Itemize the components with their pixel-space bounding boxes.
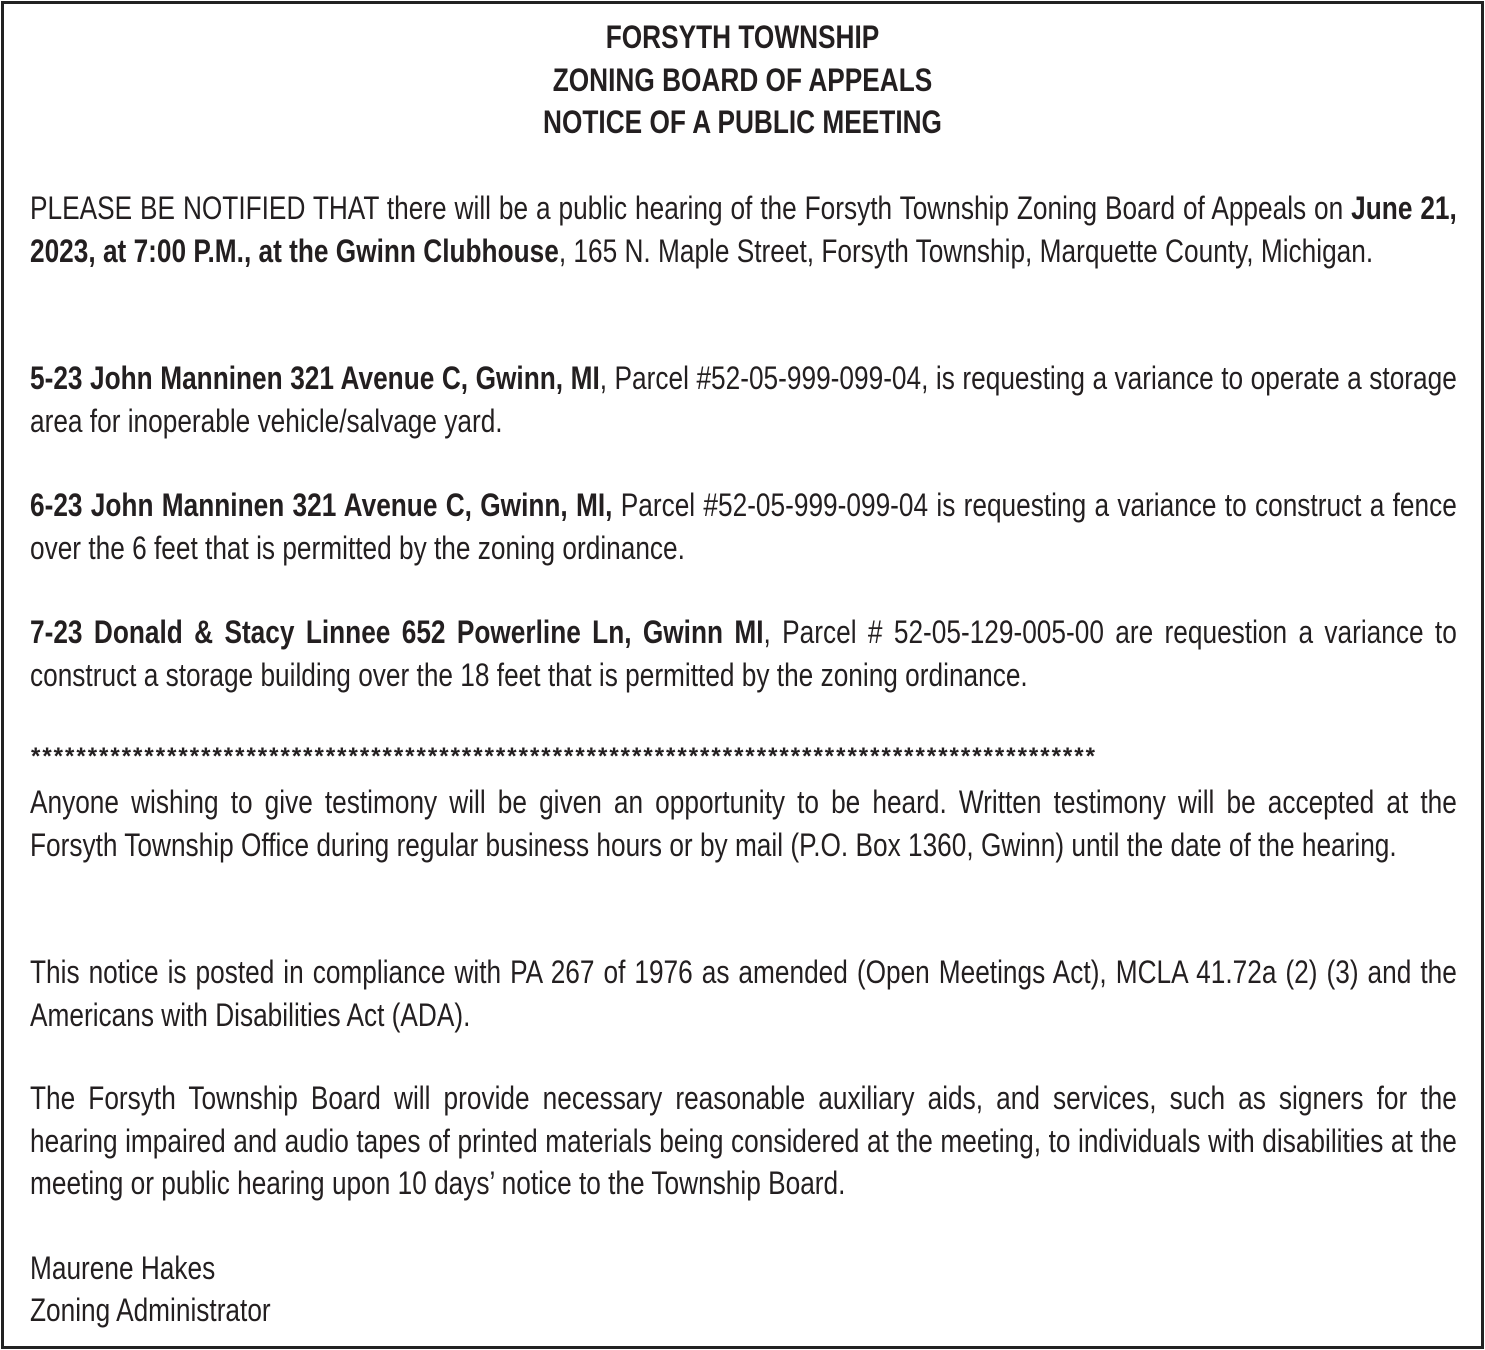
separator-line: ********************************************************************************************** [31,743,1097,770]
case-5-23 [30,357,1457,442]
signature-name: Maurene Hakes [30,1250,216,1286]
testimony-paragraph: Anyone wishing to give testimony will be given an opportunity to be heard. Written testimony will be accepted at the Forsyth Township Office during regular business hours or by mail (P.O. Box 1360, Gwinn) until the date of the hearing. [30,784,1457,863]
notice-title-line-1: FORSYTH TOWNSHIP [605,19,880,55]
case-heading: 6-23 John Manninen 321 Avenue C, Gwinn, MI, [30,487,613,523]
case-description: , Parcel #52-05-999-099-04, is requesting a variance to operate a storage area for inoperable vehicle/salvage yard. [30,360,1457,439]
case-description: Parcel #52-05-999-099-04 is requesting a variance to construct a fence over the 6 feet that is permitted by the zoning ordinance. [30,487,1457,566]
case-heading: 7-23 Donald & Stacy Linnee 652 Powerline Ln, Gwinn MI [30,614,764,650]
accessibility-paragraph: The Forsyth Township Board will provide necessary reasonable auxiliary aids, and services, such as signers for the hearing impaired and audio tapes of printed materials being considered at the meeting, to individuals with disabilities at the meeting or public hearing upon 10 days’ notice to the Township Board. [30,1080,1457,1201]
public-notice [1,1,1484,1349]
case-7-23 [30,611,1457,696]
meeting-date-location: June 21, 2023, at 7:00 P.M., at the Gwinn Clubhouse [30,190,1457,269]
intro-text-start: PLEASE BE NOTIFIED THAT there will be a public hearing of the Forsyth Township Zoning Board of Appeals on [30,190,1352,226]
notice-title-line-2: ZONING BOARD OF APPEALS [552,62,933,98]
signature-title: Zoning Administrator [30,1292,271,1328]
case-6-23 [30,484,1457,569]
intro-text-end: , 165 N. Maple Street, Forsyth Township, Marquette County, Michigan. [558,232,1374,269]
case-heading: 5-23 John Manninen 321 Avenue C, Gwinn, MI [30,360,600,396]
notice-title-line-3: NOTICE OF A PUBLIC MEETING [543,104,942,140]
case-description: , Parcel # 52-05-129-005-00 are requestion a variance to construct a storage building over the 18 feet that is permitted by the zoning ordinance. [30,614,1457,693]
intro-paragraph [30,187,1457,272]
compliance-paragraph: This notice is posted in compliance with PA 267 of 1976 as amended (Open Meetings Act), MCLA 41.72a (2) (3) and the Americans with Disabilities Act (ADA). [30,954,1457,1033]
